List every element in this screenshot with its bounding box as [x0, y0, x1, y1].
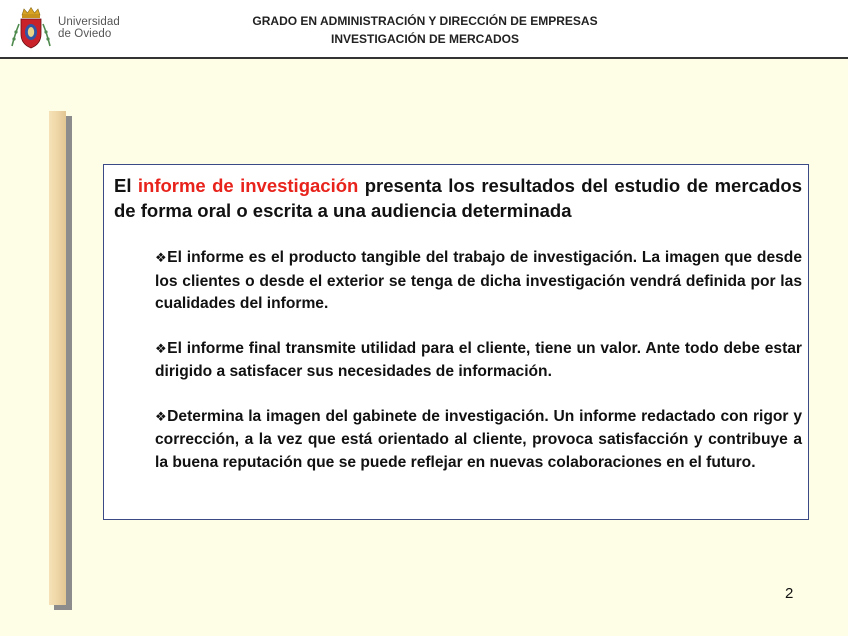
- bullet-text: El informe final transmite utilidad para el cliente, tiene un valor. Ante todo debe estar dirigido a satisfacer sus necesidades de información.: [155, 339, 803, 380]
- intro-part2: presenta los resultados del estudio de mercados de forma oral o escrita a una audiencia determinada: [114, 175, 802, 221]
- content-box: [103, 164, 809, 520]
- slide-header: [0, 0, 848, 58]
- bullet-item: [155, 247, 802, 316]
- logo-text: [58, 16, 120, 40]
- header-titles: [160, 12, 690, 48]
- header-divider: [0, 57, 848, 59]
- bullet-list: [155, 247, 802, 496]
- bullet-item: [155, 338, 802, 384]
- decorative-bar: [49, 111, 66, 605]
- page-number: 2: [785, 585, 794, 602]
- course-title: INVESTIGACIÓN DE MERCADOS: [330, 32, 519, 46]
- bullet-item: [155, 406, 802, 475]
- university-logo: [10, 5, 138, 51]
- bullet-text: El informe es el producto tangible del trabajo de investigación. La imagen que desde los clientes o desde el exterior se tenga de dicha investigación vendrá definida por las cualidades del informe.: [155, 249, 802, 312]
- university-seal-icon: [10, 6, 52, 50]
- bullet-text: Determina la imagen del gabinete de investigación. Un informe redactado con rigor y corrección, a la vez que está orientado al cliente, provoca satisfacción y contribuye a la buena reputación que se puede reflejar en nuevas colaboraciones en el futuro.: [155, 407, 802, 471]
- intro-highlight: informe de investigación: [137, 175, 359, 196]
- degree-title: GRADO EN ADMINISTRACIÓN Y DIRECCIÓN DE EMPRESAS: [252, 14, 598, 28]
- intro-part1: El: [114, 175, 138, 196]
- diamond-bullet-icon: ❖: [155, 409, 168, 425]
- logo-text-line2: de Oviedo: [58, 28, 112, 40]
- diamond-bullet-icon: ❖: [155, 251, 168, 266]
- logo-text-line1: Universidad: [58, 16, 120, 28]
- intro-statement: [114, 173, 802, 223]
- diamond-bullet-icon: ❖: [155, 341, 168, 357]
